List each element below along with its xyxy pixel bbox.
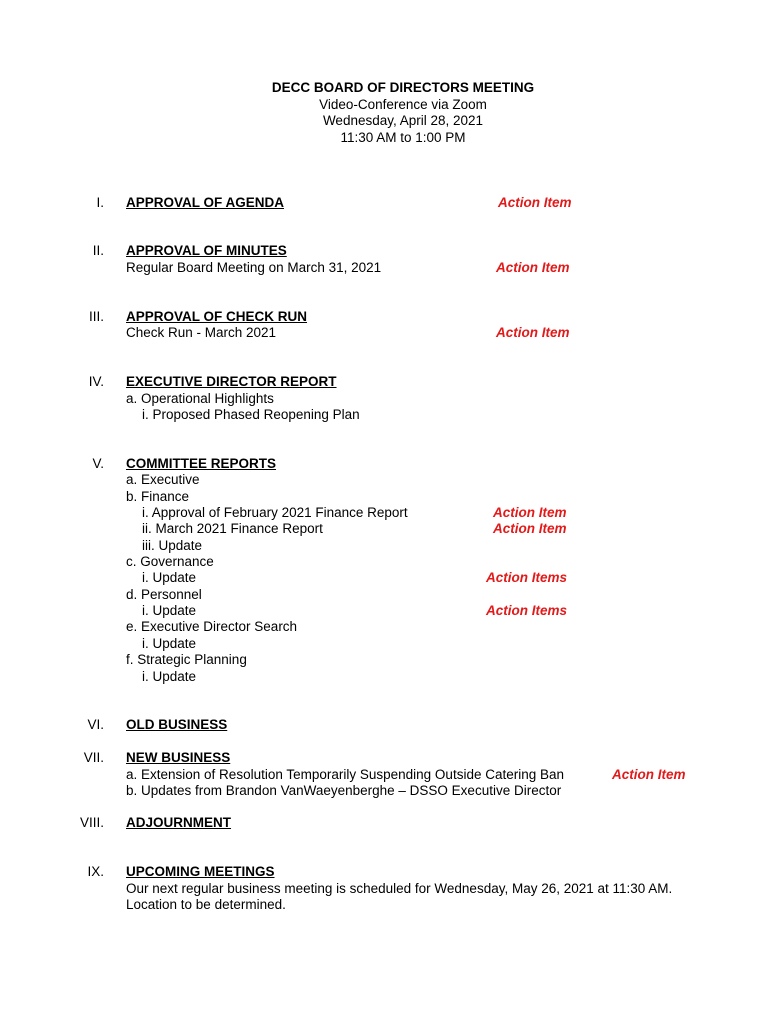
subitem: f. Strategic Planning <box>126 652 247 667</box>
subitem: c. Governance <box>126 554 214 569</box>
meeting-date: Wednesday, April 28, 2021 <box>322 113 484 128</box>
section-title-approval-of-check-run: APPROVAL OF CHECK RUN <box>126 309 308 324</box>
subitem: e. Executive Director Search <box>126 619 298 634</box>
document-header <box>0 80 770 146</box>
section-title-upcoming-meetings: UPCOMING MEETINGS <box>126 864 275 879</box>
action-items-label: Action Items <box>486 570 568 585</box>
section-detail: Check Run - March 2021 <box>126 325 277 340</box>
action-item-label: Action Item <box>612 767 686 782</box>
subitem: b. Finance <box>126 489 190 504</box>
subitem: a. Executive <box>126 472 200 487</box>
action-items-label: Action Items <box>486 603 568 618</box>
section-title-approval-of-minutes: APPROVAL OF MINUTES <box>126 243 287 258</box>
action-item-label: Action Item <box>496 260 570 275</box>
section-number: IV. <box>88 374 104 389</box>
section-number: V. <box>92 456 104 471</box>
meeting-title: DECC BOARD OF DIRECTORS MEETING <box>271 80 535 95</box>
section-detail: Location to be determined. <box>126 897 286 912</box>
subitem: iii. Update <box>142 538 203 553</box>
subitem: ii. March 2021 Finance Report <box>142 521 323 536</box>
meeting-time: 11:30 AM to 1:00 PM <box>340 129 466 145</box>
subitem: b. Updates from Brandon VanWaeyenberghe – DSSO Executive Director <box>126 783 562 798</box>
subitem: i. Proposed Phased Reopening Plan <box>142 407 360 422</box>
subitem: a. Operational Highlights <box>126 391 274 406</box>
action-item-label: Action Item <box>493 505 567 520</box>
subitem: i. Update <box>142 603 197 618</box>
meeting-venue: Video-Conference via Zoom <box>319 96 487 112</box>
section-detail: Regular Board Meeting on March 31, 2021 <box>126 260 382 275</box>
section-number: VII. <box>83 750 104 765</box>
section-number: III. <box>88 309 104 324</box>
section-number: I. <box>96 195 104 210</box>
action-item-label: Action Item <box>496 325 570 340</box>
section-title-executive-director-report: EXECUTIVE DIRECTOR REPORT <box>126 374 337 389</box>
subitem: a. Extension of Resolution Temporarily Suspending Outside Catering Ban <box>126 767 565 782</box>
section-title-adjournment: ADJOURNMENT <box>126 815 232 830</box>
section-number: IX. <box>87 864 104 879</box>
subitem: d. Personnel <box>126 587 202 602</box>
subitem: i. Update <box>142 570 197 585</box>
subitem: i. Update <box>142 636 197 651</box>
section-title-old-business: OLD BUSINESS <box>126 717 228 732</box>
subitem: i. Update <box>142 669 197 684</box>
section-title-new-business: NEW BUSINESS <box>126 750 231 765</box>
action-item-label: Action Item <box>498 195 572 210</box>
subitem: i. Approval of February 2021 Finance Report <box>142 505 408 520</box>
action-item-label: Action Item <box>493 521 567 536</box>
section-title-committee-reports: COMMITTEE REPORTS <box>126 456 277 471</box>
section-detail: Our next regular business meeting is scheduled for Wednesday, May 26, 2021 at 11:30 AM. <box>126 881 673 896</box>
section-title-approval-of-agenda: APPROVAL OF AGENDA <box>126 195 285 210</box>
section-number: VI. <box>87 717 104 732</box>
section-number: II. <box>92 243 104 258</box>
section-number: VIII. <box>79 815 104 830</box>
